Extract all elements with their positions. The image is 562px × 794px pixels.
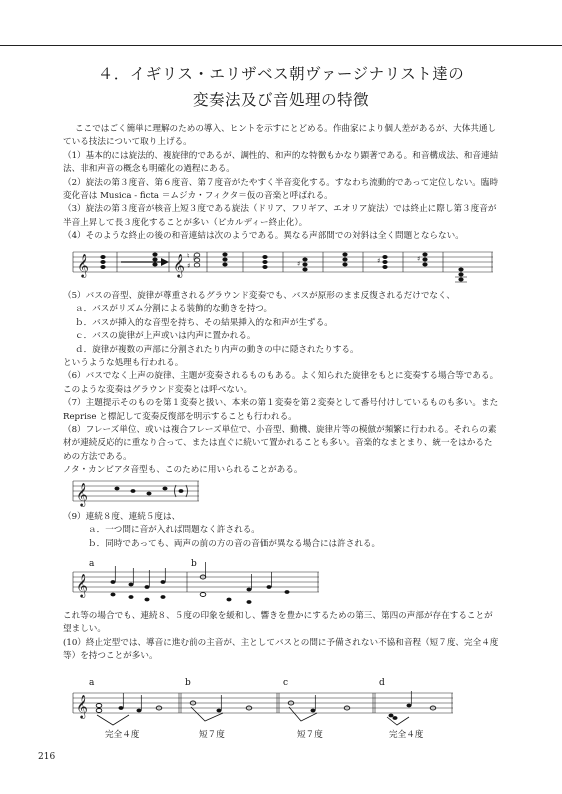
section-title-line1: ４．イギリス・エリザベス朝ヴァージナリスト達の (97, 65, 465, 83)
svg-text:♯: ♯ (417, 255, 421, 263)
text-line: （3）旋法の第３度音が核音上短３度である旋法（ドリア、フリギア、エオリア旋法）では終止に際し第３度音が (63, 204, 497, 215)
text-line: （7）主題提示そのものを第１変奏と扱い、本来の第１変奏を第２変奏として番号付けしているものも多い。また (63, 398, 499, 409)
text-line: （4）そのような終止の後の和音連結は次のようである。異なる声部間での対斜は全く問題とならない。 (63, 231, 464, 242)
parallel-intervals-figure (73, 558, 319, 606)
paragraph-block-3 (63, 511, 503, 551)
text-line: （9）連続８度、連続５度は、 (63, 512, 181, 522)
nota-cambiata-figure (73, 478, 199, 504)
list-item-a: ａ．一つ間に音が入れば問題なく許される。 (88, 525, 260, 536)
svg-text:𝄞: 𝄞 (77, 253, 89, 277)
text-line: 材が連続反応的に重なり合って、または直ぐに続いて置かれることも多い。音楽的なまとまり、統一をはかるた (63, 438, 493, 449)
svg-text:♯: ♯ (297, 260, 301, 268)
text-line: （2）旋法の第３度音、第６度音、第７度音がたやすく半音変化する。すなわち流動的であって定位しない。臨時 (63, 177, 499, 188)
text-line: 半音上昇して長３度化することが多い（ピカルディー終止化）。 (63, 217, 308, 228)
paragraph-block-4 (63, 610, 503, 664)
interval-label-b: 短７度 (199, 730, 225, 740)
section-title-line2: 変奏法及び音処理の特徴 (192, 91, 369, 109)
text-line: 法、非和声音の概念も明確化の過程にある。 (63, 164, 235, 175)
text-line: （5）バスの音型、旋律が尊重されるグラウンド変奏でも、バスが原形のまま反復されるだけでなく、 (63, 291, 456, 301)
svg-text:𝄞: 𝄞 (76, 573, 88, 597)
example-label-c: c (283, 678, 289, 688)
svg-text:𝄞: 𝄞 (76, 694, 88, 718)
page-number: 216 (38, 752, 56, 762)
interval-label-c: 短７度 (297, 730, 323, 740)
text-line: 望ましい。 (63, 624, 106, 635)
text-line: （1）基本的には旋法的、複旋律的であるが、調性的、和声的な特徴もかなり顕著である。和音構成法、和音連結 (63, 150, 499, 161)
text-line: このような変奏はグラウンド変奏とは呼べない。 (63, 384, 253, 395)
svg-text:𝄞: 𝄞 (76, 482, 88, 506)
list-item-b: ｂ．同時であっても、両声の前の方の音の音価が異なる場合には許される。 (88, 538, 381, 549)
interval-label-d: 完全４度 (389, 730, 424, 740)
text-line: Reprise と標記して変奏反復部を明示することも行われる。 (63, 411, 297, 422)
text-line: ここではごく簡単に理解のための導入、ヒントを示すにとどめる。作曲家により個人差があるが、大体共通し (75, 124, 497, 134)
text-line: （8）フレーズ単位、或いは複合フレーズ単位で、小音型、動機、旋律片等の模倣が頻繁に行われる。それらの素 (63, 425, 497, 436)
example-label-a: a (89, 678, 95, 688)
cadence-figure (73, 677, 453, 741)
text-line: ノタ・カンビアタ音型も、このために用いられることがある。 (63, 465, 303, 476)
paragraph-block-1 (63, 123, 503, 244)
text-line: （6）バスでなく上声の旋律、主題が変奏されるものもある。よく知られた旋律をもとに変奏する場合等である。 (63, 371, 499, 382)
example-label-b: b (191, 559, 197, 569)
interval-label-a: 完全４度 (105, 730, 140, 740)
paragraph-block-2 (63, 290, 503, 478)
chord-progression-figure (73, 246, 493, 286)
example-label-a: a (89, 559, 95, 569)
example-label-b: b (185, 678, 191, 688)
header-rule (0, 45, 562, 46)
text-line: ている技法について取り上げる。 (63, 137, 192, 148)
svg-text:𝄞: 𝄞 (173, 253, 185, 277)
text-line: (10）終止定型では、導音に進む前の主音が、主としてバスとの間に予備されない不協和音程（短７度、完全４度 (63, 637, 499, 648)
list-item-a: ａ．バスがリズム分割による装飾的な動きを持つ。 (75, 304, 273, 315)
list-item-b: ｂ．バスが挿入的な音型を持ち、その結果挿入的な和声が生ずる。 (75, 317, 333, 328)
text-line: というような処理も行われる。 (63, 358, 184, 369)
list-item-d: ｄ．旋律が複数の声部に分割されたり内声の動きの中に隠されたりする。 (75, 344, 359, 355)
svg-text:♮: ♮ (187, 252, 190, 260)
text-line: これ等の場合でも、連続８、５度の印象を緩和し、響きを豊かにするための第三、第四の声部が存在することが (63, 611, 493, 621)
list-item-c: ｃ．バスの旋律が上声或いは内声に置かれる。 (75, 331, 256, 342)
text-line: めの方法である。 (63, 451, 132, 462)
svg-text:♯: ♯ (187, 262, 191, 270)
text-line: 変化音は Musica - ficta ＝ムジカ・フィクタ＝仮の音楽と呼ばれる。 (63, 191, 333, 202)
svg-text:♭: ♭ (193, 254, 197, 262)
svg-text:♯: ♯ (377, 257, 381, 265)
example-label-d: d (379, 678, 385, 688)
text-line: 等）を持つことが多い。 (63, 651, 158, 662)
